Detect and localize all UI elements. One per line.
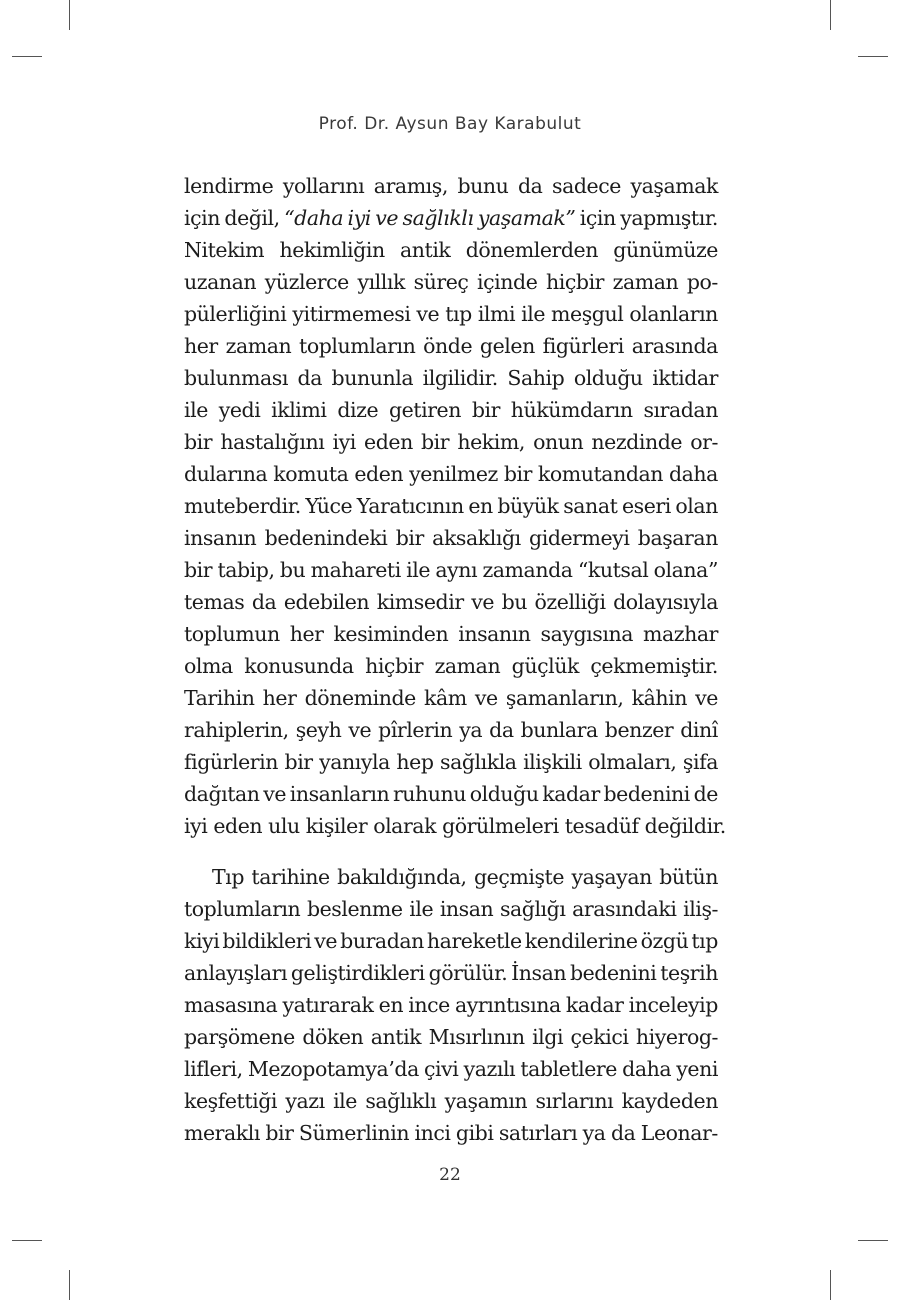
text-line: bulunması da bununla ilgilidir. Sahip olduğu iktidar (184, 366, 718, 390)
text-line: keşfettiği yazı ile sağlıklı yaşamın sırlarını kaydeden (184, 1089, 718, 1113)
text-line: her zaman toplumların önde gelen figürleri arasında (184, 334, 718, 358)
page-number: 22 (439, 1165, 461, 1185)
text-line: pülerliğini yitirmemesi ve tıp ilmi ile meşgul olanların (184, 302, 718, 326)
crop-mark (830, 1270, 831, 1300)
text-line: için değil, “daha iyi ve sağlıklı yaşamak” için yapmıştır. (184, 206, 718, 230)
text-line: toplumun her kesiminden insanın saygısına mazhar (184, 622, 718, 646)
text-line: meraklı bir Sümerlinin inci gibi satırları ya da Leonar- (184, 1121, 718, 1145)
text-line: Tıp tarihine bakıldığında, geçmişte yaşayan bütün (212, 865, 718, 889)
text-line: toplumların beslenme ile insan sağlığı arasındaki iliş- (184, 897, 718, 921)
text-line: lendirme yollarını aramış, bunu da sadece yaşamak (184, 174, 718, 198)
text-line: uzanan yüzlerce yıllık süreç içinde hiçbir zaman po- (184, 270, 718, 294)
text-line: bir hastalığını iyi eden bir hekim, onun nezdinde or- (184, 430, 718, 454)
text-line: Tarihin her döneminde kâm ve şamanların, kâhin ve (184, 686, 718, 710)
text-line: figürlerin bir yanıyla hep sağlıkla ilişkili olmaları, şifa (184, 750, 718, 774)
text-line: masasına yatırarak en ince ayrıntısına kadar inceleyip (184, 993, 718, 1017)
crop-mark (12, 56, 42, 57)
text-line: parşömene döken antik Mısırlının ilgi çekici hiyerog- (184, 1025, 718, 1049)
text-line: dularına komuta eden yenilmez bir komutandan daha (184, 462, 718, 486)
text-line: iyi eden ulu kişiler olarak görülmeleri tesadüf değildir. (184, 814, 726, 838)
text-line: lifleri, Mezopotamya’da çivi yazılı tabletlere daha yeni (184, 1057, 718, 1081)
text-line: kiyi bildikleri ve buradan hareketle kendilerine özgü tıp (184, 929, 718, 953)
paragraph (184, 861, 718, 1149)
text-line: bir tabip, bu mahareti ile aynı zamanda “kutsal olana” (184, 558, 718, 582)
crop-mark (858, 1240, 888, 1241)
running-head: Prof. Dr. Aysun Bay Karabulut (318, 114, 582, 134)
text-line: muteberdir. Yüce Yaratıcının en büyük sanat eseri olan (184, 494, 718, 518)
paragraph (184, 170, 726, 842)
text-line: temas da edebilen kimsedir ve bu özelliği dolayısıyla (184, 590, 718, 614)
text-line: Nitekim hekimliğin antik dönemlerden günümüze (184, 238, 718, 262)
crop-mark (69, 0, 70, 30)
text-line: rahiplerin, şeyh ve pîrlerin ya da bunlara benzer dinî (184, 718, 718, 742)
body-text (184, 170, 726, 1149)
crop-mark (830, 0, 831, 30)
text-line: dağıtan ve insanların ruhunu olduğu kadar bedenini de (184, 782, 718, 806)
text-line: olma konusunda hiçbir zaman güçlük çekmemiştir. (184, 654, 718, 678)
text-line: ile yedi iklimi dize getiren bir hükümdarın sıradan (184, 398, 718, 422)
crop-mark (858, 56, 888, 57)
crop-mark (12, 1240, 42, 1241)
crop-mark (69, 1270, 70, 1300)
text-line: insanın bedenindeki bir aksaklığı gidermeyi başaran (184, 526, 718, 550)
text-line: anlayışları geliştirdikleri görülür. İnsan bedenini teşrih (184, 961, 718, 985)
